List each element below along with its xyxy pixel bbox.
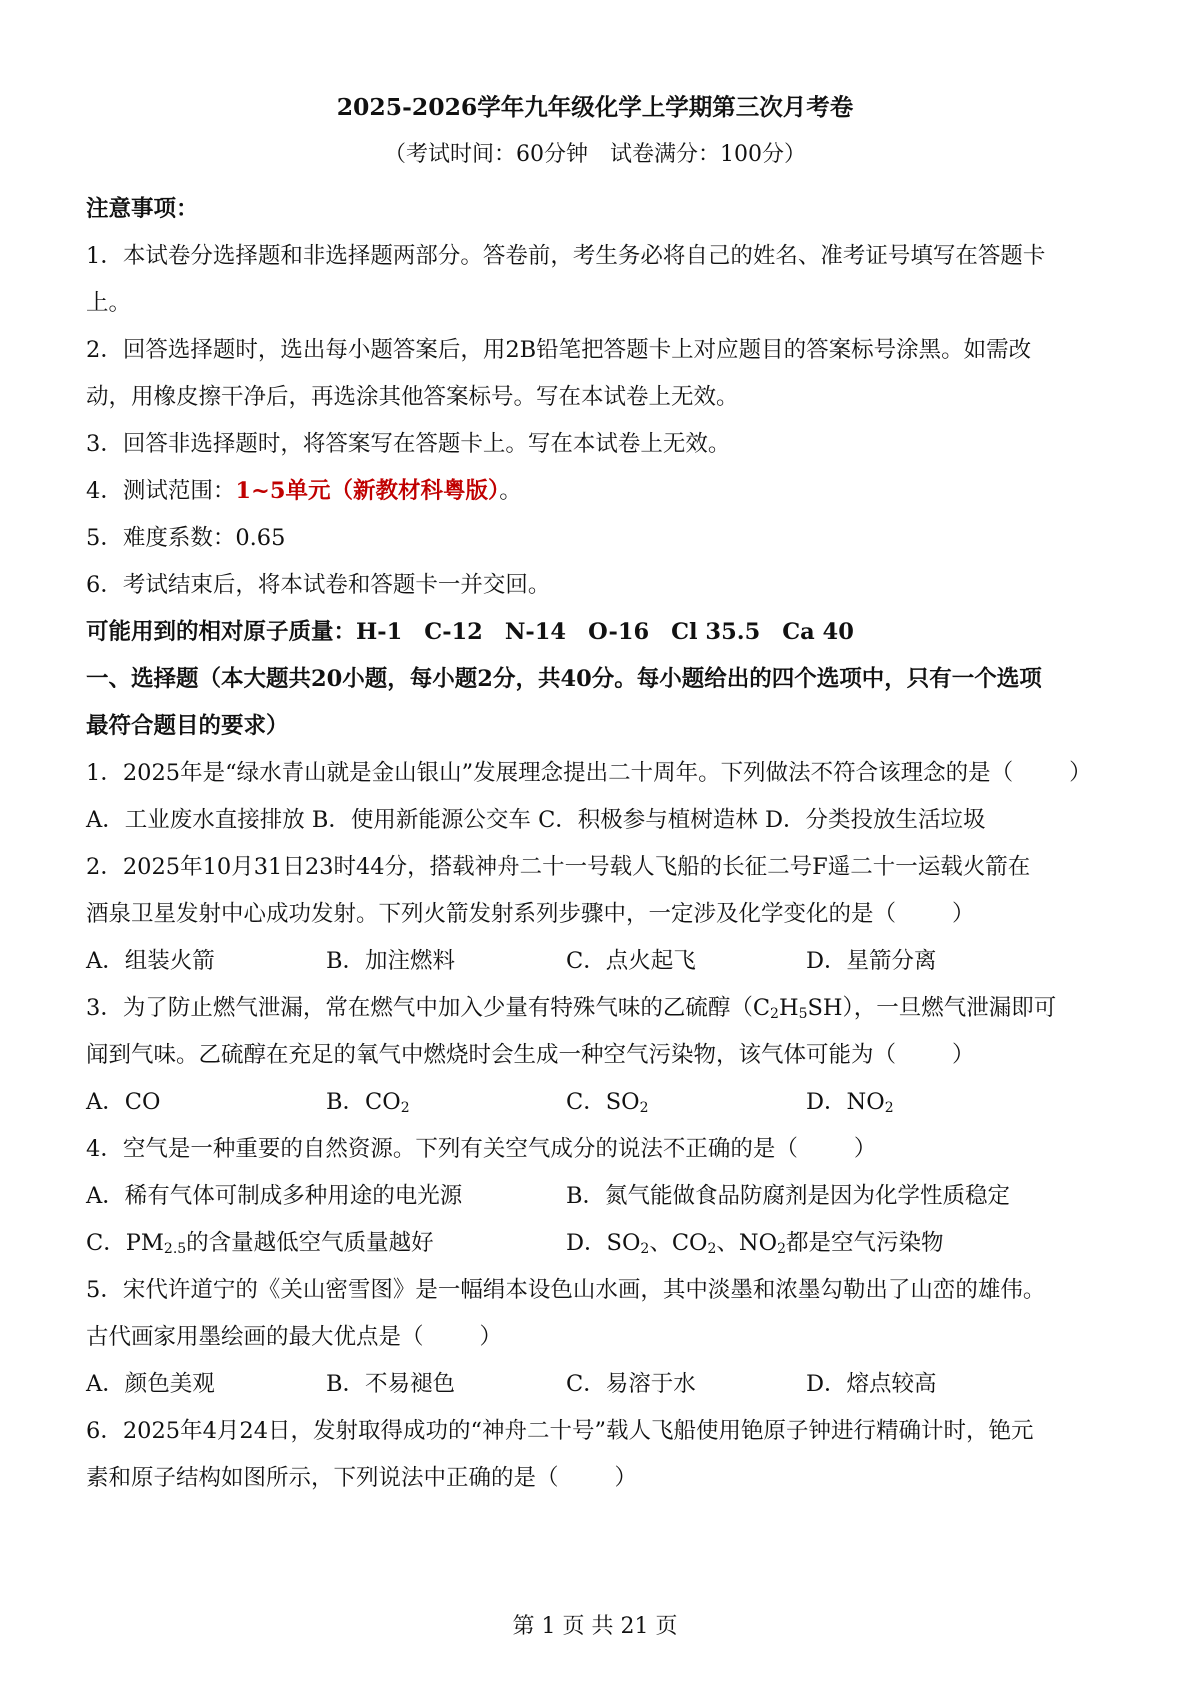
option-c: C．$PM_{2.5}$的含量越低空气质量越好 <box>86 1230 434 1257</box>
atomic-mass-value: O-16 <box>588 619 650 645</box>
question-4-options-cd <box>86 1220 1110 1267</box>
option-c: C．点火起飞 <box>566 948 696 974</box>
notice-item-4-suffix: 。 <box>499 478 522 504</box>
option-a: A．组装火箭 <box>86 948 215 974</box>
option-d: D．星箭分离 <box>806 948 937 974</box>
option-d: D．熔点较高 <box>806 1371 937 1397</box>
question-1-stem: 1．2025年是“绿水青山就是金山银山”发展理念提出二十周年。下列做法不符合该理念的是（ ） <box>86 760 1092 786</box>
option-a: A．颜色美观 <box>86 1371 215 1397</box>
option-b: B．$CO_2$ <box>326 1089 410 1116</box>
question-4-options-ab <box>86 1173 1110 1220</box>
question-5-stem-cont: 古代画家用墨绘画的最大优点是（ ） <box>86 1324 503 1350</box>
question-6-stem: 6．2025年4月24日，发射取得成功的“神舟二十号”载人飞船使用铯原子钟进行精确计时，铯元 <box>86 1418 1034 1444</box>
atomic-mass-label: 可能用到的相对原子质量： <box>86 619 357 645</box>
option-d: D．$NO_2$ <box>806 1089 894 1116</box>
atomic-mass-value: N-14 <box>504 619 567 645</box>
option-b: B．不易褪色 <box>326 1371 456 1397</box>
question-2-options <box>86 938 1110 985</box>
notice-item-5: 5．难度系数：0.65 <box>86 525 286 551</box>
exam-content <box>86 186 1110 1502</box>
section-heading-cont: 最符合题目的要求） <box>86 713 289 739</box>
question-6-stem-cont: 素和原子结构如图所示，下列说法中正确的是（ ） <box>86 1465 638 1491</box>
question-2-stem-cont: 酒泉卫星发射中心成功发射。下列火箭发射系列步骤中，一定涉及化学变化的是（ ） <box>86 901 975 927</box>
option-a: A．稀有气体可制成多种用途的电光源 <box>86 1183 463 1209</box>
notice-item: 3．回答非选择题时，将答案写在答题卡上。写在本试卷上无效。 <box>86 431 731 457</box>
question-3-stem: 3．为了防止燃气泄漏，常在燃气中加入少量有特殊气味的乙硫醇$(C_2H_5SH)$，一旦燃气泄漏即可 <box>86 995 1057 1022</box>
option-b: B．氮气能做食品防腐剂是因为化学性质稳定 <box>566 1183 1011 1209</box>
atomic-mass-value: H-1 <box>356 619 403 645</box>
notice-item: 2．回答选择题时，选出每小题答案后，用2B铅笔把答题卡上对应题目的答案标号涂黑。如需改 <box>86 337 1032 363</box>
atomic-mass-value: Ca 40 <box>782 619 854 645</box>
option-c: C．$SO_2$ <box>566 1089 649 1116</box>
exam-subtitle: （考试时间：60分钟 试卷满分：100分） <box>384 142 806 167</box>
question-4-stem: 4．空气是一种重要的自然资源。下列有关空气成分的说法不正确的是（ ） <box>86 1136 877 1162</box>
section-heading: 一、选择题（本大题共20小题，每小题2分，共40分。每小题给出的四个选项中，只有一个选项 <box>86 666 1042 692</box>
atomic-mass-value: Cl 35.5 <box>671 619 761 645</box>
test-range: 1~5单元（新教材科粤版） <box>235 478 500 504</box>
question-3-options <box>86 1079 1110 1126</box>
question-2-stem: 2．2025年10月31日23时44分，搭载神舟二十一号载人飞船的长征二号F遥二十一运载火箭在 <box>86 854 1031 880</box>
notice-heading: 注意事项： <box>86 196 199 222</box>
page-footer: 第 1 页 共 21 页 <box>512 1614 678 1639</box>
notice-item: 上。 <box>86 290 132 316</box>
notice-item-4-prefix: 4．测试范围： <box>86 478 236 504</box>
atomic-mass-line <box>86 609 1110 656</box>
question-3-stem-cont: 闻到气味。乙硫醇在充足的氧气中燃烧时会生成一种空气污染物，该气体可能为（ ） <box>86 1042 975 1068</box>
notice-item-4 <box>86 468 1110 515</box>
notice-item: 1．本试卷分选择题和非选择题两部分。答卷前，考生务必将自己的姓名、准考证号填写在答题卡 <box>86 243 1046 269</box>
question-1-options: A．工业废水直接排放 B．使用新能源公交车 C．积极参与植树造林 D．分类投放生活垃圾 <box>86 807 986 833</box>
option-b: B．加注燃料 <box>326 948 456 974</box>
notice-item: 动，用橡皮擦干净后，再选涂其他答案标号。写在本试卷上无效。 <box>86 384 739 410</box>
option-d: D．$SO_2$、$CO_2$、$NO_2$都是空气污染物 <box>566 1230 944 1257</box>
option-c: C．易溶于水 <box>566 1371 696 1397</box>
atomic-mass-value: C-12 <box>424 619 483 645</box>
exam-title: 2025-2026学年九年级化学上学期第三次月考卷 <box>336 93 854 121</box>
question-5-stem: 5．宋代许道宁的《关山密雪图》是一幅绢本设色山水画，其中淡墨和浓墨勾勒出了山峦的雄伟。 <box>86 1277 1046 1303</box>
question-5-options <box>86 1361 1110 1408</box>
option-a: A．CO <box>86 1089 161 1115</box>
notice-item-6: 6．考试结束后，将本试卷和答题卡一并交回。 <box>86 572 551 598</box>
